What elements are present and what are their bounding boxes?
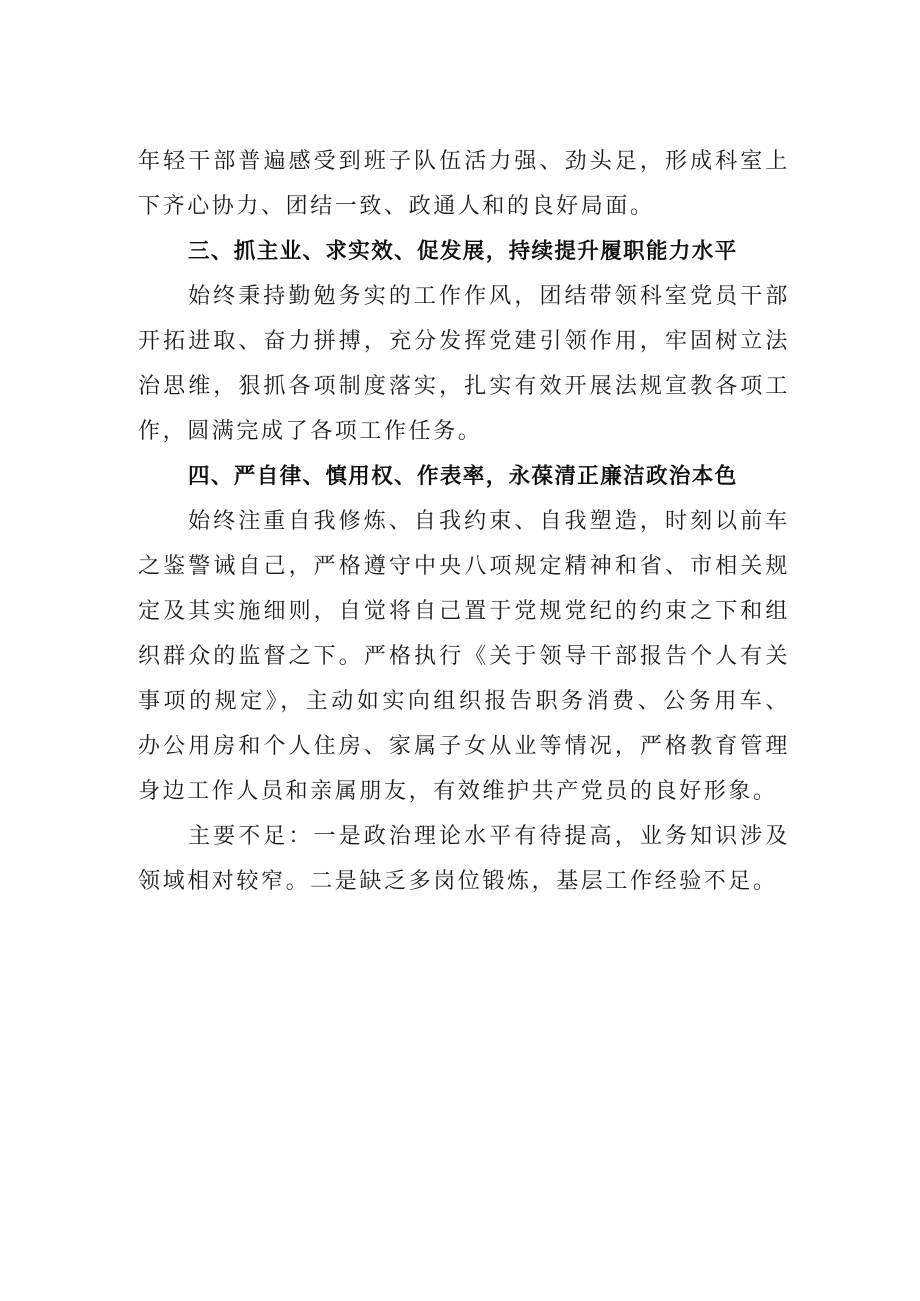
document-body (138, 139, 790, 904)
paragraph-shortcomings: 主要不足：一是政治理论水平有待提高，业务知识涉及领域相对较窄。二是缺乏多岗位锻炼，基层工作经验不足。 (138, 824, 790, 894)
paragraph-continuation: 年轻干部普遍感受到班子队伍活力强、劲头足，形成科室上下齐心协力、团结一致、政通人和的良好局面。 (138, 149, 790, 219)
paragraph-section-three: 始终秉持勤勉务实的工作作风，团结带领科室党员干部开拓进取、奋力拼搏，充分发挥党建引领作用，牢固树立法治思维，狠抓各项制度落实，扎实有效开展法规宣教各项工作，圆满完成了各项工作任务。 (138, 284, 790, 444)
paragraph-section-four: 始终注重自我修炼、自我约束、自我塑造，时刻以前车之鉴警诫自己，严格遵守中央八项规定精神和省、市相关规定及其实施细则，自觉将自己置于党规党纪的约束之下和组织群众的监督之下。严格执行《关于领导干部报告个人有关事项的规定》，主动如实向组织报告职务消费、公务用车、办公用房和个人住房、家属子女从业等情况，严格教育管理身边工作人员和亲属朋友，有效维护共产党员的良好形象。 (138, 509, 790, 804)
section-heading-three: 三、抓主业、求实效、促发展，持续提升履职能力水平 (188, 239, 738, 264)
section-heading-four: 四、严自律、慎用权、作表率，永葆清正廉洁政治本色 (188, 464, 738, 489)
